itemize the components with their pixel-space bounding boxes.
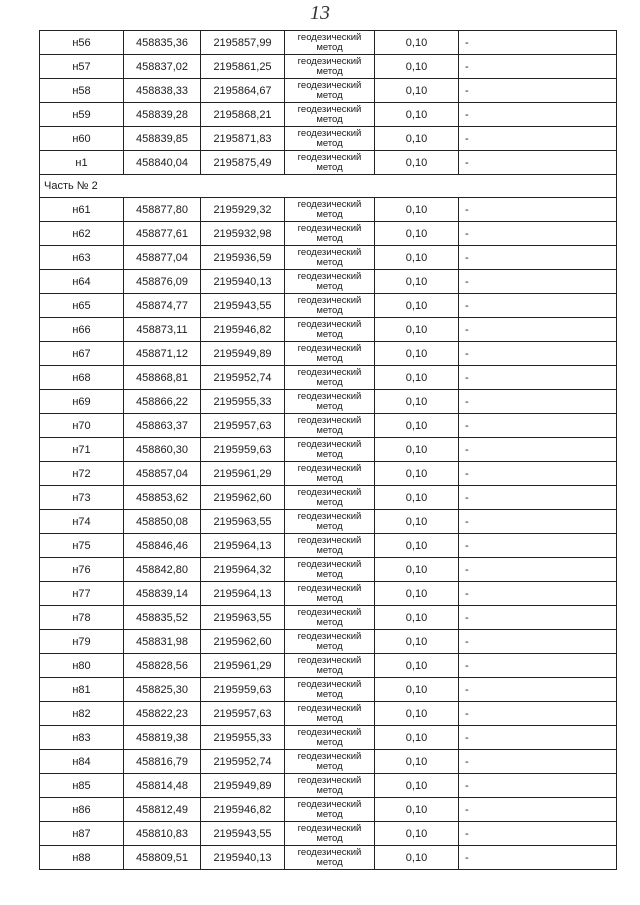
point-cell: н57 (40, 55, 124, 79)
table-row (40, 462, 617, 486)
precision-cell: 0,10 (375, 390, 459, 414)
note-cell: - (459, 630, 617, 654)
precision-cell: 0,10 (375, 534, 459, 558)
x-coordinate-cell: 458812,49 (124, 798, 201, 822)
y-coordinate-cell: 2195964,13 (201, 582, 285, 606)
point-cell: н62 (40, 222, 124, 246)
method-cell: геодезический метод (285, 294, 375, 318)
table-row (40, 798, 617, 822)
table-row (40, 390, 617, 414)
point-cell: н56 (40, 31, 124, 55)
method-cell: геодезический метод (285, 127, 375, 151)
y-coordinate-cell: 2195857,99 (201, 31, 285, 55)
y-coordinate-cell: 2195864,67 (201, 79, 285, 103)
precision-cell: 0,10 (375, 678, 459, 702)
y-coordinate-cell: 2195952,74 (201, 750, 285, 774)
point-cell: н64 (40, 270, 124, 294)
x-coordinate-cell: 458868,81 (124, 366, 201, 390)
precision-cell: 0,10 (375, 750, 459, 774)
y-coordinate-cell: 2195955,33 (201, 726, 285, 750)
y-coordinate-cell: 2195861,25 (201, 55, 285, 79)
coordinates-table (39, 30, 617, 870)
point-cell: н82 (40, 702, 124, 726)
y-coordinate-cell: 2195963,55 (201, 606, 285, 630)
method-cell: геодезический метод (285, 366, 375, 390)
x-coordinate-cell: 458839,85 (124, 127, 201, 151)
point-cell: н59 (40, 103, 124, 127)
precision-cell: 0,10 (375, 246, 459, 270)
point-cell: н67 (40, 342, 124, 366)
x-coordinate-cell: 458866,22 (124, 390, 201, 414)
method-cell: геодезический метод (285, 318, 375, 342)
point-cell: н1 (40, 151, 124, 175)
precision-cell: 0,10 (375, 606, 459, 630)
y-coordinate-cell: 2195962,60 (201, 630, 285, 654)
point-cell: н77 (40, 582, 124, 606)
y-coordinate-cell: 2195929,32 (201, 198, 285, 222)
point-cell: н83 (40, 726, 124, 750)
note-cell: - (459, 462, 617, 486)
y-coordinate-cell: 2195940,13 (201, 270, 285, 294)
y-coordinate-cell: 2195962,60 (201, 486, 285, 510)
y-coordinate-cell: 2195936,59 (201, 246, 285, 270)
note-cell: - (459, 55, 617, 79)
method-cell: геодезический метод (285, 798, 375, 822)
table-row (40, 654, 617, 678)
method-cell: геодезический метод (285, 774, 375, 798)
precision-cell: 0,10 (375, 79, 459, 103)
precision-cell: 0,10 (375, 294, 459, 318)
precision-cell: 0,10 (375, 582, 459, 606)
table-row (40, 846, 617, 870)
y-coordinate-cell: 2195961,29 (201, 462, 285, 486)
point-cell: н66 (40, 318, 124, 342)
method-cell: геодезический метод (285, 630, 375, 654)
note-cell: - (459, 390, 617, 414)
note-cell: - (459, 846, 617, 870)
x-coordinate-cell: 458877,80 (124, 198, 201, 222)
x-coordinate-cell: 458822,23 (124, 702, 201, 726)
x-coordinate-cell: 458831,98 (124, 630, 201, 654)
method-cell: геодезический метод (285, 222, 375, 246)
note-cell: - (459, 342, 617, 366)
point-cell: н85 (40, 774, 124, 798)
precision-cell: 0,10 (375, 198, 459, 222)
precision-cell: 0,10 (375, 342, 459, 366)
method-cell: геодезический метод (285, 678, 375, 702)
method-cell: геодезический метод (285, 558, 375, 582)
note-cell: - (459, 438, 617, 462)
point-cell: н78 (40, 606, 124, 630)
table-row (40, 342, 617, 366)
table-row (40, 222, 617, 246)
y-coordinate-cell: 2195964,32 (201, 558, 285, 582)
note-cell: - (459, 654, 617, 678)
point-cell: н61 (40, 198, 124, 222)
note-cell: - (459, 534, 617, 558)
y-coordinate-cell: 2195868,21 (201, 103, 285, 127)
precision-cell: 0,10 (375, 798, 459, 822)
table-row (40, 151, 617, 175)
table-row (40, 127, 617, 151)
note-cell: - (459, 486, 617, 510)
table-row (40, 246, 617, 270)
method-cell: геодезический метод (285, 750, 375, 774)
y-coordinate-cell: 2195946,82 (201, 318, 285, 342)
point-cell: н80 (40, 654, 124, 678)
table-row (40, 294, 617, 318)
y-coordinate-cell: 2195957,63 (201, 414, 285, 438)
point-cell: н68 (40, 366, 124, 390)
section-row-group (40, 175, 617, 198)
note-cell: - (459, 151, 617, 175)
method-cell: геодезический метод (285, 510, 375, 534)
point-cell: н84 (40, 750, 124, 774)
precision-cell: 0,10 (375, 127, 459, 151)
note-cell: - (459, 702, 617, 726)
point-cell: н75 (40, 534, 124, 558)
method-cell: геодезический метод (285, 582, 375, 606)
method-cell: геодезический метод (285, 270, 375, 294)
method-cell: геодезический метод (285, 246, 375, 270)
table-body-part-2 (40, 198, 617, 870)
precision-cell: 0,10 (375, 151, 459, 175)
table-row (40, 31, 617, 55)
table-row (40, 534, 617, 558)
y-coordinate-cell: 2195963,55 (201, 510, 285, 534)
table-row (40, 630, 617, 654)
table-row (40, 55, 617, 79)
method-cell: геодезический метод (285, 534, 375, 558)
note-cell: - (459, 127, 617, 151)
x-coordinate-cell: 458877,04 (124, 246, 201, 270)
precision-cell: 0,10 (375, 103, 459, 127)
table-row (40, 726, 617, 750)
precision-cell: 0,10 (375, 654, 459, 678)
x-coordinate-cell: 458835,36 (124, 31, 201, 55)
y-coordinate-cell: 2195955,33 (201, 390, 285, 414)
precision-cell: 0,10 (375, 846, 459, 870)
precision-cell: 0,10 (375, 318, 459, 342)
x-coordinate-cell: 458838,33 (124, 79, 201, 103)
method-cell: геодезический метод (285, 103, 375, 127)
note-cell: - (459, 822, 617, 846)
note-cell: - (459, 294, 617, 318)
x-coordinate-cell: 458871,12 (124, 342, 201, 366)
point-cell: н70 (40, 414, 124, 438)
x-coordinate-cell: 458873,11 (124, 318, 201, 342)
x-coordinate-cell: 458810,83 (124, 822, 201, 846)
x-coordinate-cell: 458877,61 (124, 222, 201, 246)
x-coordinate-cell: 458842,80 (124, 558, 201, 582)
point-cell: н79 (40, 630, 124, 654)
precision-cell: 0,10 (375, 774, 459, 798)
precision-cell: 0,10 (375, 31, 459, 55)
y-coordinate-cell: 2195932,98 (201, 222, 285, 246)
x-coordinate-cell: 458814,48 (124, 774, 201, 798)
table-row (40, 750, 617, 774)
point-cell: н76 (40, 558, 124, 582)
precision-cell: 0,10 (375, 366, 459, 390)
precision-cell: 0,10 (375, 438, 459, 462)
y-coordinate-cell: 2195959,63 (201, 438, 285, 462)
y-coordinate-cell: 2195959,63 (201, 678, 285, 702)
table-row (40, 414, 617, 438)
precision-cell: 0,10 (375, 558, 459, 582)
precision-cell: 0,10 (375, 510, 459, 534)
method-cell: геодезический метод (285, 438, 375, 462)
table-row (40, 822, 617, 846)
table-row (40, 366, 617, 390)
y-coordinate-cell: 2195871,83 (201, 127, 285, 151)
table-row (40, 678, 617, 702)
x-coordinate-cell: 458816,79 (124, 750, 201, 774)
point-cell: н65 (40, 294, 124, 318)
precision-cell: 0,10 (375, 462, 459, 486)
x-coordinate-cell: 458809,51 (124, 846, 201, 870)
precision-cell: 0,10 (375, 222, 459, 246)
method-cell: геодезический метод (285, 198, 375, 222)
method-cell: геодезический метод (285, 726, 375, 750)
y-coordinate-cell: 2195875,49 (201, 151, 285, 175)
note-cell: - (459, 798, 617, 822)
section-label: Часть № 2 (40, 175, 617, 198)
point-cell: н71 (40, 438, 124, 462)
x-coordinate-cell: 458840,04 (124, 151, 201, 175)
x-coordinate-cell: 458853,62 (124, 486, 201, 510)
precision-cell: 0,10 (375, 55, 459, 79)
precision-cell: 0,10 (375, 630, 459, 654)
method-cell: геодезический метод (285, 390, 375, 414)
x-coordinate-cell: 458876,09 (124, 270, 201, 294)
y-coordinate-cell: 2195943,55 (201, 822, 285, 846)
point-cell: н74 (40, 510, 124, 534)
table-body-part-1 (40, 31, 617, 175)
x-coordinate-cell: 458839,14 (124, 582, 201, 606)
table-row (40, 79, 617, 103)
page-number: 13 (310, 2, 330, 24)
point-cell: н86 (40, 798, 124, 822)
note-cell: - (459, 222, 617, 246)
note-cell: - (459, 678, 617, 702)
precision-cell: 0,10 (375, 270, 459, 294)
x-coordinate-cell: 458863,37 (124, 414, 201, 438)
table-row (40, 486, 617, 510)
x-coordinate-cell: 458850,08 (124, 510, 201, 534)
method-cell: геодезический метод (285, 606, 375, 630)
table-row (40, 582, 617, 606)
note-cell: - (459, 774, 617, 798)
note-cell: - (459, 366, 617, 390)
note-cell: - (459, 510, 617, 534)
point-cell: н72 (40, 462, 124, 486)
note-cell: - (459, 558, 617, 582)
point-cell: н58 (40, 79, 124, 103)
precision-cell: 0,10 (375, 414, 459, 438)
x-coordinate-cell: 458860,30 (124, 438, 201, 462)
note-cell: - (459, 318, 617, 342)
y-coordinate-cell: 2195957,63 (201, 702, 285, 726)
y-coordinate-cell: 2195952,74 (201, 366, 285, 390)
note-cell: - (459, 606, 617, 630)
note-cell: - (459, 414, 617, 438)
method-cell: геодезический метод (285, 702, 375, 726)
table-row (40, 198, 617, 222)
table-row (40, 270, 617, 294)
x-coordinate-cell: 458839,28 (124, 103, 201, 127)
table-row (40, 702, 617, 726)
method-cell: геодезический метод (285, 822, 375, 846)
method-cell: геодезический метод (285, 31, 375, 55)
point-cell: н69 (40, 390, 124, 414)
x-coordinate-cell: 458874,77 (124, 294, 201, 318)
point-cell: н60 (40, 127, 124, 151)
point-cell: н73 (40, 486, 124, 510)
x-coordinate-cell: 458837,02 (124, 55, 201, 79)
y-coordinate-cell: 2195949,89 (201, 774, 285, 798)
point-cell: н88 (40, 846, 124, 870)
method-cell: геодезический метод (285, 79, 375, 103)
precision-cell: 0,10 (375, 486, 459, 510)
table-row (40, 510, 617, 534)
note-cell: - (459, 270, 617, 294)
x-coordinate-cell: 458819,38 (124, 726, 201, 750)
table-row (40, 318, 617, 342)
method-cell: геодезический метод (285, 462, 375, 486)
method-cell: геодезический метод (285, 486, 375, 510)
method-cell: геодезический метод (285, 414, 375, 438)
y-coordinate-cell: 2195949,89 (201, 342, 285, 366)
x-coordinate-cell: 458828,56 (124, 654, 201, 678)
point-cell: н87 (40, 822, 124, 846)
section-row (40, 175, 617, 198)
note-cell: - (459, 726, 617, 750)
table-row (40, 774, 617, 798)
x-coordinate-cell: 458857,04 (124, 462, 201, 486)
note-cell: - (459, 103, 617, 127)
point-cell: н81 (40, 678, 124, 702)
precision-cell: 0,10 (375, 726, 459, 750)
method-cell: геодезический метод (285, 654, 375, 678)
table-row (40, 438, 617, 462)
note-cell: - (459, 79, 617, 103)
note-cell: - (459, 246, 617, 270)
precision-cell: 0,10 (375, 822, 459, 846)
table-row (40, 103, 617, 127)
note-cell: - (459, 750, 617, 774)
y-coordinate-cell: 2195943,55 (201, 294, 285, 318)
y-coordinate-cell: 2195964,13 (201, 534, 285, 558)
x-coordinate-cell: 458835,52 (124, 606, 201, 630)
note-cell: - (459, 582, 617, 606)
note-cell: - (459, 31, 617, 55)
point-cell: н63 (40, 246, 124, 270)
table-row (40, 558, 617, 582)
y-coordinate-cell: 2195961,29 (201, 654, 285, 678)
x-coordinate-cell: 458846,46 (124, 534, 201, 558)
y-coordinate-cell: 2195946,82 (201, 798, 285, 822)
y-coordinate-cell: 2195940,13 (201, 846, 285, 870)
x-coordinate-cell: 458825,30 (124, 678, 201, 702)
method-cell: геодезический метод (285, 846, 375, 870)
note-cell: - (459, 198, 617, 222)
table-row (40, 606, 617, 630)
precision-cell: 0,10 (375, 702, 459, 726)
method-cell: геодезический метод (285, 342, 375, 366)
method-cell: геодезический метод (285, 55, 375, 79)
method-cell: геодезический метод (285, 151, 375, 175)
